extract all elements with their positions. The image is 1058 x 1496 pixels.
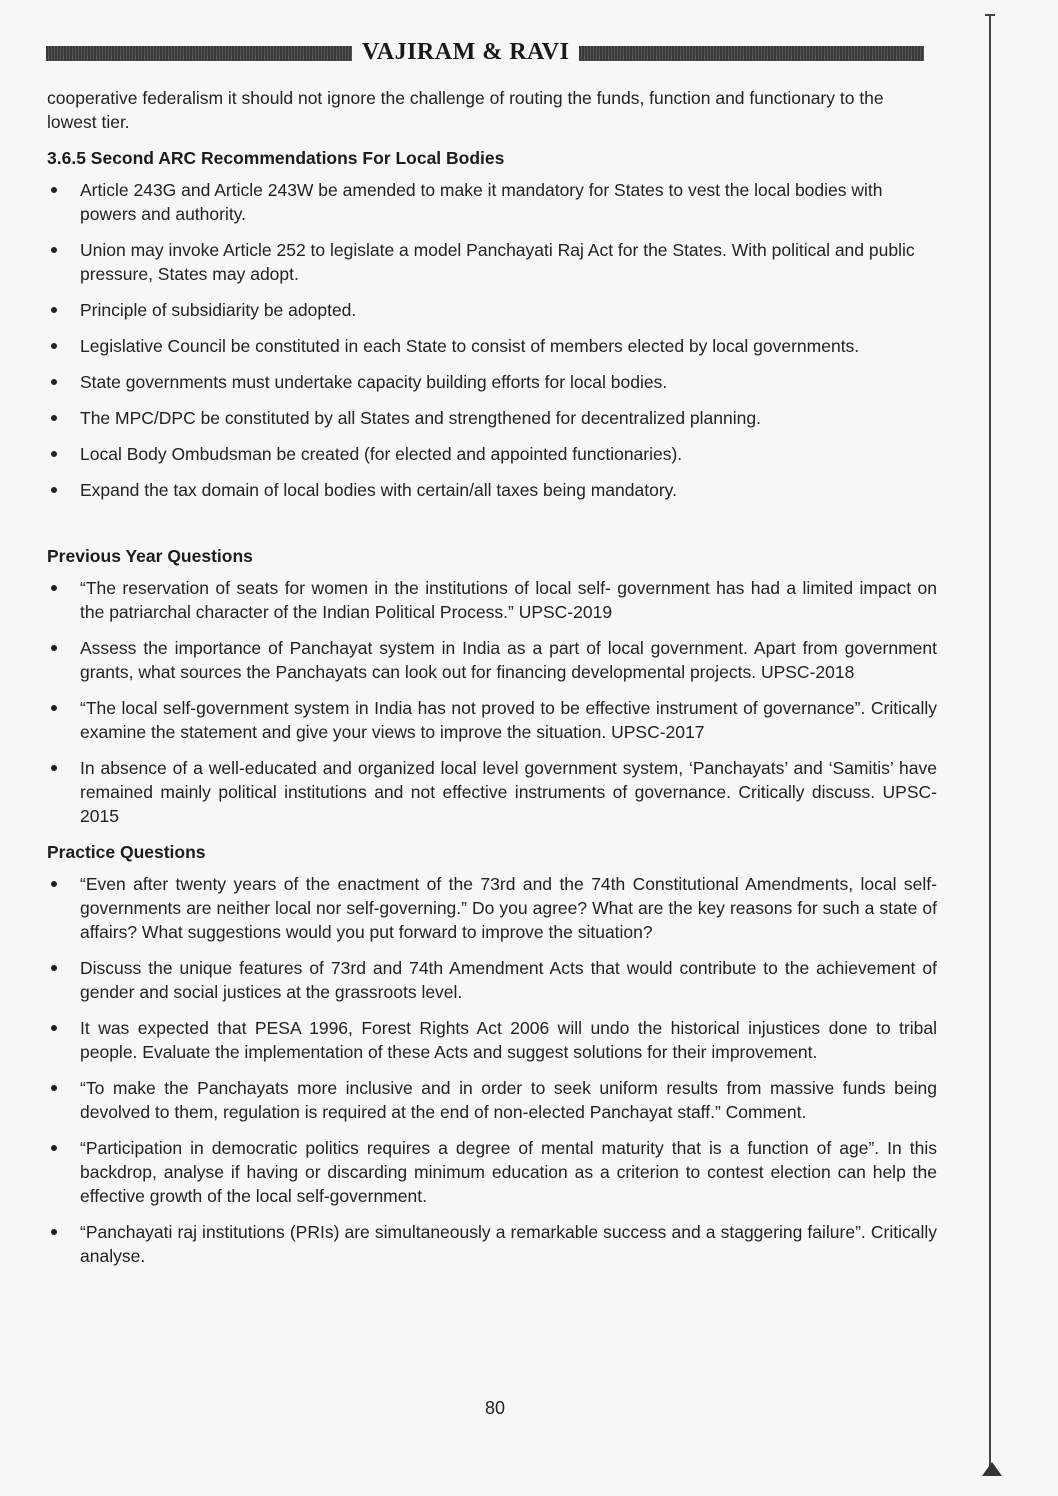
list-item	[47, 442, 937, 466]
bullet-icon	[51, 307, 57, 313]
intro-paragraph: cooperative federalism it should not ignore the challenge of routing the funds, function and functionary to the lowest tier.	[47, 88, 884, 132]
list-item-text: Local Body Ombudsman be created (for elected and appointed functionaries).	[80, 444, 683, 464]
page-content	[47, 86, 937, 1280]
bullet-icon	[51, 451, 57, 457]
bullet-icon	[51, 705, 57, 711]
bullet-icon	[51, 1025, 57, 1031]
bullet-icon	[51, 645, 57, 651]
list-item	[47, 1220, 937, 1268]
list-item-text: “The local self-government system in India has not proved to be effective instrument of governance”. Critically examine the statement and give your views to improve the situation. UPSC-2017	[80, 698, 937, 742]
list-item	[47, 1016, 937, 1064]
list-item-text: “Participation in democratic politics requires a degree of mental maturity that is a function of age”. In this backdrop, analyse if having or discarding minimum education as a criterion to contest election can help the effective growth of the local self-government.	[80, 1138, 937, 1206]
bullet-icon	[51, 379, 57, 385]
practice-section	[47, 840, 937, 1268]
pyq-list	[47, 576, 937, 828]
list-item	[47, 298, 937, 322]
list-item	[47, 1076, 937, 1124]
binding-line-cap-bottom	[982, 1462, 1002, 1476]
list-item	[47, 636, 937, 684]
binding-line	[989, 16, 991, 1466]
list-item-text: State governments must undertake capacity building efforts for local bodies.	[80, 372, 668, 392]
practice-section-heading: Practice Questions	[47, 842, 206, 862]
bullet-icon	[51, 187, 57, 193]
list-item	[47, 178, 937, 226]
list-item-text: It was expected that PESA 1996, Forest Rights Act 2006 will undo the historical injustices done to tribal people. Evaluate the implementation of these Acts and suggest solutions for their improvement.	[80, 1018, 937, 1062]
list-item-text: The MPC/DPC be constituted by all States and strengthened for decentralized planning.	[80, 408, 761, 428]
arc-section-heading: 3.6.5 Second ARC Recommendations For Local Bodies	[47, 148, 505, 168]
list-item-text: Principle of subsidiarity be adopted.	[80, 300, 357, 320]
list-item-text: Discuss the unique features of 73rd and 74th Amendment Acts that would contribute to the achievement of gender and social justices at the grassroots level.	[80, 958, 937, 1002]
bullet-icon	[51, 415, 57, 421]
list-item-text: In absence of a well-educated and organized local level government system, ‘Panchayats’ and ‘Samitis’ have remained mainly political institutions and not effective instruments of governance. Critically discuss. UPSC-2015	[80, 758, 937, 826]
list-item-text: Article 243G and Article 243W be amended to make it mandatory for States to vest the local bodies with powers and authority.	[80, 180, 883, 224]
list-item	[47, 872, 937, 944]
section-spacer	[47, 514, 937, 544]
bullet-icon	[51, 487, 57, 493]
list-item	[47, 696, 937, 744]
list-item	[47, 406, 937, 430]
bullet-icon	[51, 881, 57, 887]
list-item	[47, 334, 937, 358]
list-item-text: “Panchayati raj institutions (PRIs) are simultaneously a remarkable success and a staggering failure”. Critically analyse.	[80, 1222, 937, 1266]
list-item	[47, 576, 937, 624]
list-item-text: Expand the tax domain of local bodies with certain/all taxes being mandatory.	[80, 480, 677, 500]
header-rule-right	[579, 46, 924, 61]
arc-section	[47, 146, 937, 502]
list-item	[47, 1136, 937, 1208]
list-item-text: Legislative Council be constituted in each State to consist of members elected by local governments.	[80, 336, 860, 356]
pyq-section	[47, 544, 937, 828]
list-item-text: Union may invoke Article 252 to legislate a model Panchayati Raj Act for the States. With political and public pressure, States may adopt.	[80, 240, 915, 284]
list-item	[47, 238, 937, 286]
list-item-text: “Even after twenty years of the enactment of the 73rd and the 74th Constitutional Amendments, local self-governments are neither local nor self-governing.” Do you agree? What are the key reasons for such a state of affairs? What suggestions would you put forward to improve the situation?	[80, 874, 937, 942]
list-item	[47, 478, 937, 502]
list-item-text: Assess the importance of Panchayat system in India as a part of local government. Apart from government grants, what sources the Panchayats can look out for financing developmental projects. UPSC-2018	[80, 638, 937, 682]
list-item	[47, 956, 937, 1004]
bullet-icon	[51, 1085, 57, 1091]
practice-list	[47, 872, 937, 1268]
list-item-text: “To make the Panchayats more inclusive and in order to seek uniform results from massive funds being devolved to them, regulation is required at the end of non-elected Panchayat staff.” Comment.	[80, 1078, 937, 1122]
header-rule-left	[46, 46, 352, 61]
arc-list	[47, 178, 937, 502]
bullet-icon	[51, 1229, 57, 1235]
bullet-icon	[51, 1145, 57, 1151]
bullet-icon	[51, 247, 57, 253]
page-header	[46, 38, 924, 66]
list-item	[47, 370, 937, 394]
header-brand: VAJIRAM & RAVI	[362, 38, 570, 65]
page-number: 80	[484, 1398, 506, 1418]
bullet-icon	[51, 585, 57, 591]
bullet-icon	[51, 343, 57, 349]
pyq-section-heading: Previous Year Questions	[47, 546, 253, 566]
list-item	[47, 756, 937, 828]
bullet-icon	[51, 765, 57, 771]
bullet-icon	[51, 965, 57, 971]
list-item-text: “The reservation of seats for women in the institutions of local self- government has had a limited impact on the patriarchal character of the Indian Political Process.” UPSC-2019	[80, 578, 937, 622]
